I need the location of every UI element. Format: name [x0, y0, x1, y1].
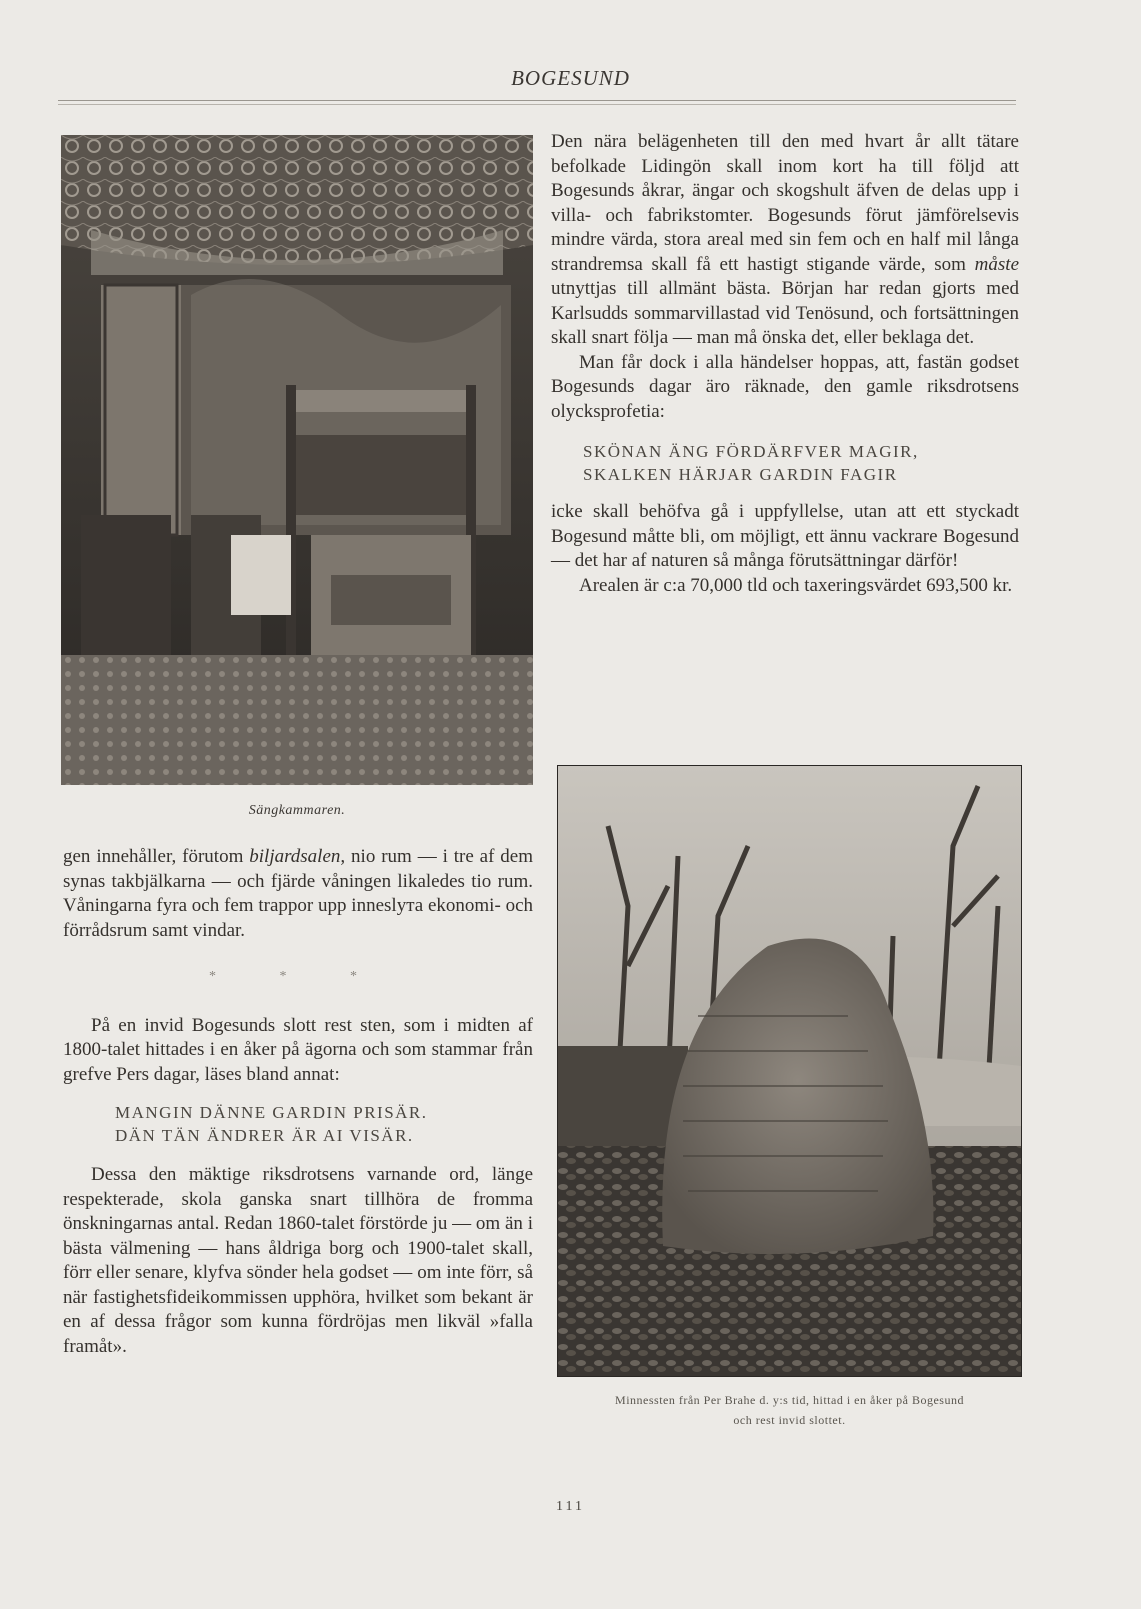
paragraph: [551, 130, 1019, 351]
emphasis: måste: [974, 253, 1019, 275]
paragraph: På en invid Bogesunds slott rest sten, som i midten af 1800-talet hittades i en åker på ägorna och som stammar från grefve Pers dagar, läses bland annat:: [63, 1014, 533, 1085]
verse-line: SKALKEN HÄRJAR GARDIN FAGIR: [583, 465, 898, 484]
verse-line: DÄN TÄN ÄNDRER ÄR AI VISÄR.: [115, 1126, 414, 1145]
paragraph: [63, 845, 533, 943]
left-column-text: [63, 845, 533, 1359]
page-number: 111: [556, 1499, 585, 1514]
caption-line: Minnessten från Per Brahe d. y:s tid, hittad i en åker på Bogesund: [615, 1393, 964, 1407]
paragraph: icke skall behöfva gå i uppfyllelse, utan att ett styckadt Bogesund måtte bli, om möjligt, ett ännu vackrare Bogesund — det har af naturen så många förutsättningar därför!: [551, 501, 1019, 571]
header-rule-secondary: [58, 104, 1016, 105]
paragraph-text: utnyttjas till allmänt bästa. Början har redan gjorts med Karlsudds sommarvillastad vid Tenösund, och fortsättningen skall snart följa — man må önska det, eller beklaga det.: [551, 278, 1019, 348]
verse: [583, 440, 1019, 486]
bedroom-photo: [61, 135, 533, 785]
paragraph: Man får dock i alla händelser hoppas, att, fastän godset Bogesunds dagar äro räknade, den gamle riksdrotsens olycksprofetia:: [551, 351, 1019, 422]
header-rule: [58, 100, 1016, 101]
paragraph-text: nio rum — i tre af dem synas takbjälkarna — och fjärde våningen likaledes tio rum. Våningarna fyra och fem trappor upp inneslута ekonomi- och förrådsrum samt vindar.: [63, 846, 534, 941]
right-column-text: [551, 130, 1019, 598]
memorial-stone-photo: [557, 765, 1022, 1377]
paragraph-text: Den nära belägenheten till den med hvart år allt tätare befolkade Lidingön skall inom kort ha till följd att Bogesunds åkrar, ängar och skogshult äfven de delas upp i villa- och fabrikstomter. Bogesunds förut jämförelsevis mindre värda, stora areal med sin fem och en half mil långa strandremsa skall få ett hastigt stigande värde, som: [551, 131, 1019, 275]
verse-line: MANGIN DÄNNE GARDIN PRISÄR.: [115, 1103, 428, 1122]
verse: [115, 1101, 533, 1147]
caption-line: och rest invid slottet.: [733, 1413, 846, 1427]
paragraph: Dessa den mäktige riksdrotsens varnande ord, länge respekterade, skola ganska snart tillhöra de fromma önskningarnas antal. Redan 1860-talet förstörde ju — om än i bästa välmening — hans åldriga borg och 1900-talet skall, förr eller senare, klyfva sönder hela godset — om inte förr, så när fastighetsfideikommissen upphöra, hvilket som bekant är en af dessa frågor som kunna fördröjas men likväl »falla framåt».: [63, 1164, 533, 1357]
running-head: BOGESUND: [511, 66, 630, 90]
emphasis: biljardsalen,: [249, 846, 346, 867]
verse-line: SKÖNAN ÄNG FÖRDÄRFVER MAGIR,: [583, 442, 919, 461]
memorial-stone-caption: [557, 1390, 1022, 1430]
bedroom-caption: Sängkammaren.: [248, 803, 346, 818]
section-break: * * *: [209, 969, 387, 984]
paragraph: Arealen är c:a 70,000 tld och taxeringsvärdet 693,500 kr.: [579, 574, 1013, 596]
paragraph-text: gen innehåller, förutom: [63, 846, 244, 867]
